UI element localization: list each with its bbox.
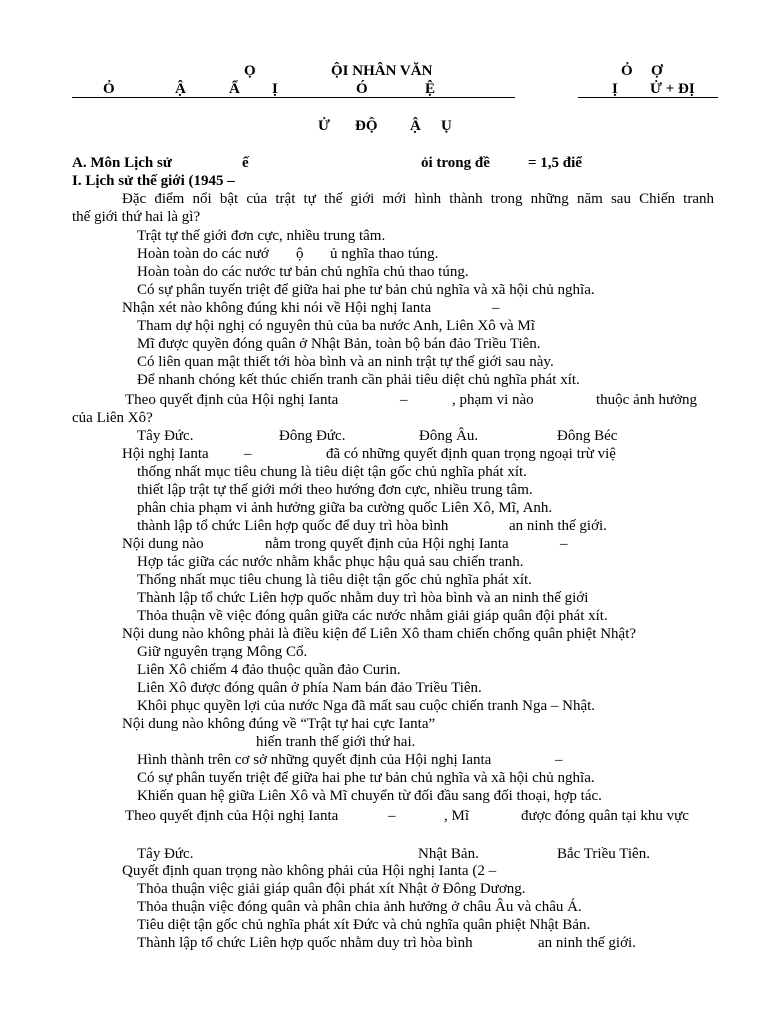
header-fragment: Ó [356, 81, 368, 97]
section-heading: = 1,5 điể [528, 155, 582, 171]
answer-option: ủ nghĩa thao túng. [330, 246, 439, 262]
answer-option: an ninh thế giới. [509, 518, 607, 534]
answer-option: Liên Xô chiếm 4 đảo thuộc quần đảo Curin. [137, 662, 401, 678]
question-text: – [492, 300, 500, 316]
header-fragment: Ỏ [103, 81, 115, 97]
header-fragment: Ọ [244, 63, 256, 79]
header-fragment: Ỏ [621, 63, 633, 79]
header-fragment: Ử + ĐỊ [650, 81, 695, 97]
answer-option: Hình thành trên cơ sở những quyết định của Hội nghị Ianta [137, 752, 492, 768]
question-text: , phạm vi nào [452, 392, 534, 408]
answer-option: Hoàn toàn do các nước tư bản chủ nghĩa chủ thao túng. [137, 264, 469, 280]
answer-option: Khiến quan hệ giữa Liên Xô và Mĩ chuyển từ đối đầu sang đối thoại, hợp tác. [137, 788, 602, 804]
question-text: thuộc ảnh hưởng [596, 392, 698, 408]
answer-option: Để nhanh chóng kết thúc chiến tranh cần phải tiêu diệt chủ nghĩa phát xít. [137, 372, 580, 388]
answer-option: Tây Đức. [137, 428, 194, 444]
question-text: , Mĩ [444, 808, 470, 824]
answer-option: Thỏa thuận về việc đóng quân giữa các nước nhằm giải giáp quân đội phát xít. [137, 608, 608, 624]
answer-option: Thành lập tổ chức Liên hợp quốc nhằm duy trì hòa bình [137, 935, 473, 951]
question-text: – [388, 808, 396, 824]
subsection-heading: I. Lịch sử thế giới (1945 – [72, 173, 235, 189]
answer-option: Hợp tác giữa các nước nhằm khắc phục hậu quả sau chiến tranh. [137, 554, 524, 570]
answer-option: Giữ nguyên trạng Mông Cổ. [137, 644, 308, 660]
answer-option: Tây Đức. [137, 846, 194, 862]
answer-option: Liên Xô được đóng quân ở phía Nam bán đảo Triều Tiên. [137, 680, 482, 696]
question-text: Nội dung nào [122, 536, 204, 552]
answer-option: Tiêu diệt tận gốc chủ nghĩa phát xít Đức và chủ nghĩa quân phiệt Nhật Bản. [137, 917, 591, 933]
section-heading: ỏi trong đề [421, 155, 490, 171]
title-fragment: Ử [318, 118, 330, 134]
answer-option: Nhật Bản. [418, 846, 479, 862]
question-text: Theo quyết định của Hội nghị Ianta [125, 808, 339, 824]
answer-option: thiết lập trật tự thế giới mới theo hướng đơn cực, nhiều trung tâm. [137, 482, 533, 498]
answer-option: ộ [296, 246, 304, 262]
answer-option: Mĩ được quyền đóng quân ở Nhật Bản, toàn bộ bán đảo Triều Tiên. [137, 336, 541, 352]
answer-option: Có sự phân tuyến triệt để giữa hai phe tư bản chủ nghĩa và xã hội chủ nghĩa. [137, 282, 595, 298]
answer-option: – [555, 752, 563, 768]
question-text: Nội dung nào không phải là điều kiện để Liên Xô tham chiến chống quân phiệt Nhật? [122, 626, 637, 642]
question-text: Theo quyết định của Hội nghị Ianta [125, 392, 339, 408]
header-rule-left [72, 97, 515, 98]
answer-option: Trật tự thế giới đơn cực, nhiều trung tâm. [137, 228, 386, 244]
answer-option: Có liên quan mật thiết tới hòa bình và an ninh trật tự thế giới sau này. [137, 354, 554, 370]
question-text: Đặc điểm nổi bật của trật tự thế giới mới hình thành trong những năm sau Chiến tranh [122, 191, 714, 207]
header-fragment: Ệ [425, 81, 436, 97]
header-fragment: Ẩ [229, 81, 240, 97]
answer-option: Có sự phân tuyến triệt để giữa hai phe tư bản chủ nghĩa và xã hội chủ nghĩa. [137, 770, 595, 786]
answer-option: Thành lập tổ chức Liên hợp quốc nhằm duy trì hòa bình và an ninh thế giới [137, 590, 589, 606]
question-text: – [560, 536, 568, 552]
answer-option: Thỏa thuận việc giải giáp quân đội phát xít Nhật ở Đông Dương. [137, 881, 526, 897]
question-text: Nhận xét nào không đúng khi nói về Hội nghị Ianta [122, 300, 432, 316]
question-text: thế giới thứ hai là gì? [72, 209, 201, 225]
question-text: – [244, 446, 252, 462]
answer-option: thành lập tổ chức Liên hợp quốc để duy trì hòa bình [137, 518, 449, 534]
answer-option: phân chia phạm vi ảnh hưởng giữa ba cường quốc Liên Xô, Mĩ, Anh. [137, 500, 553, 516]
question-text: Nội dung nào không đúng về “Trật tự hai cực Ianta” [122, 716, 436, 732]
answer-option: Tham dự hội nghị có nguyên thủ của ba nước Anh, Liên Xô và Mĩ [137, 318, 535, 334]
question-text: nằm trong quyết định của Hội nghị Ianta [265, 536, 509, 552]
answer-option: Đông Đức. [279, 428, 346, 444]
answer-option: Đông Béc [557, 428, 618, 444]
question-text: đã có những quyết định quan trọng ngoại trừ việ [326, 446, 616, 462]
question-text: của Liên Xô? [72, 410, 153, 426]
answer-option: Đông Âu. [419, 428, 479, 444]
header-fragment: ỘI NHÂN VĂN [331, 63, 433, 79]
question-text: Quyết định quan trọng nào không phải của Hội nghị Ianta (2 – [122, 863, 497, 879]
title-fragment: Ậ [410, 118, 421, 134]
answer-option: Bắc Triều Tiên. [557, 846, 650, 862]
question-text: được đóng quân tại khu vực [521, 808, 689, 824]
answer-option: Hoàn toàn do các nướ [137, 246, 269, 262]
header-fragment: Ậ [175, 81, 186, 97]
header-fragment: Ị [612, 81, 618, 97]
answer-option: hiến tranh thế giới thứ hai. [256, 734, 416, 750]
header-fragment: Ợ [651, 63, 663, 79]
header-fragment: Ị [272, 81, 278, 97]
answer-option: Thống nhất mục tiêu chung là tiêu diệt tận gốc chủ nghĩa phát xít. [137, 572, 532, 588]
title-fragment: Ụ [441, 118, 452, 134]
answer-option: Thỏa thuận việc đóng quân và phân chia ảnh hưởng ở châu Âu và châu Á. [137, 899, 582, 915]
question-text: Hội nghị Ianta [122, 446, 209, 462]
title-fragment: ĐỘ [355, 118, 378, 134]
header-rule-right [578, 97, 718, 98]
question-text: – [400, 392, 408, 408]
answer-option: thống nhất mục tiêu chung là tiêu diệt tận gốc chủ nghĩa phát xít. [137, 464, 527, 480]
answer-option: an ninh thế giới. [538, 935, 636, 951]
answer-option: Khôi phục quyền lợi của nước Nga đã mất sau cuộc chiến tranh Nga – Nhật. [137, 698, 596, 714]
section-heading: ế [242, 155, 249, 171]
section-heading: A. Môn Lịch sử [72, 155, 172, 171]
